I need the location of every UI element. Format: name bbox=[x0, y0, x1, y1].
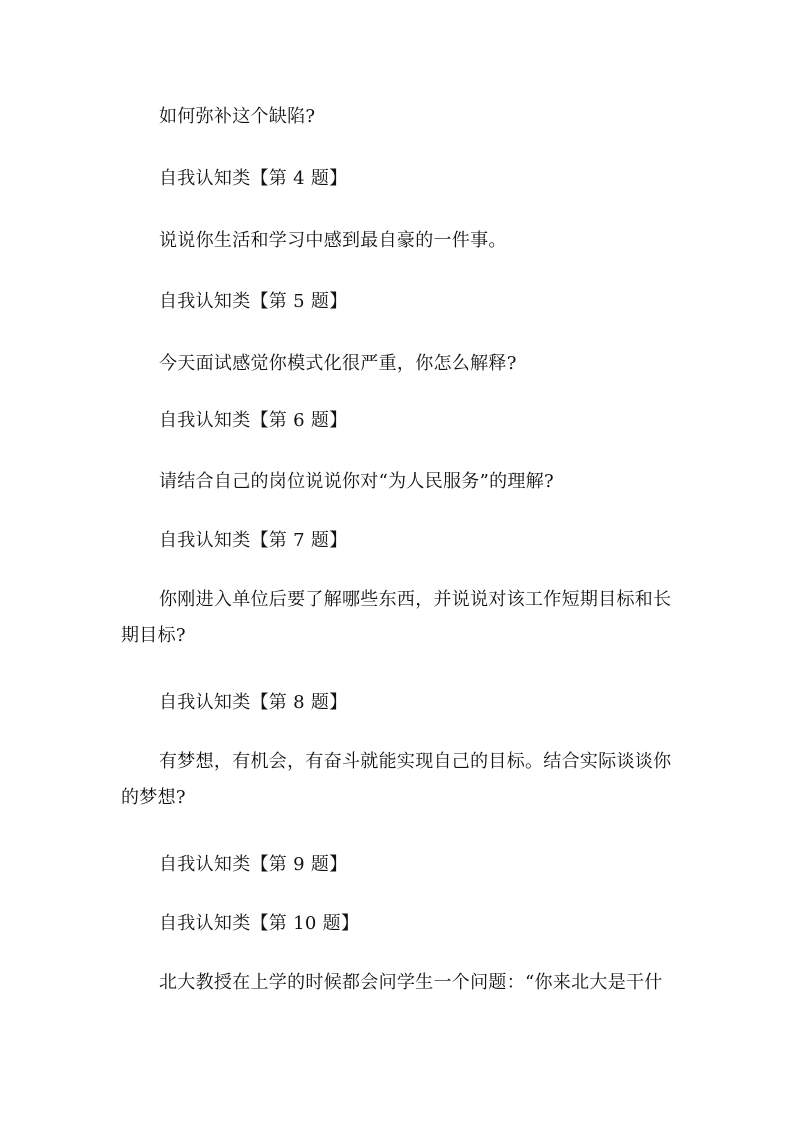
paragraph-question-5: 今天面试感觉你模式化很严重，你怎么解释? bbox=[159, 353, 517, 374]
heading-question-6: 自我认知类【第 6 题】 bbox=[159, 410, 348, 431]
paragraph-question-10: 北大教授在上学的时候都会问学生一个问题：“你来北大是干什 bbox=[159, 972, 663, 993]
heading-question-8: 自我认知类【第 8 题】 bbox=[159, 692, 348, 713]
paragraph-question-8: 有梦想，有机会，有奋斗就能实现自己的目标。结合实际谈谈你的梦想? bbox=[121, 751, 672, 808]
heading-question-4: 自我认知类【第 4 题】 bbox=[159, 168, 348, 189]
paragraph-question-6: 请结合自己的岗位说说你对“为人民服务”的理解? bbox=[159, 471, 554, 492]
paragraph-question-4: 说说你生活和学习中感到最自豪的一件事。 bbox=[159, 230, 507, 251]
heading-question-7: 自我认知类【第 7 题】 bbox=[159, 530, 348, 551]
heading-question-5: 自我认知类【第 5 题】 bbox=[159, 291, 348, 312]
paragraph-question-7: 你刚进入单位后要了解哪些东西，并说说对该工作短期目标和长期目标? bbox=[121, 589, 672, 646]
paragraph-question-continuation: 如何弥补这个缺陷? bbox=[159, 106, 316, 127]
heading-question-10: 自我认知类【第 10 题】 bbox=[159, 913, 360, 934]
heading-question-9: 自我认知类【第 9 题】 bbox=[159, 854, 348, 875]
